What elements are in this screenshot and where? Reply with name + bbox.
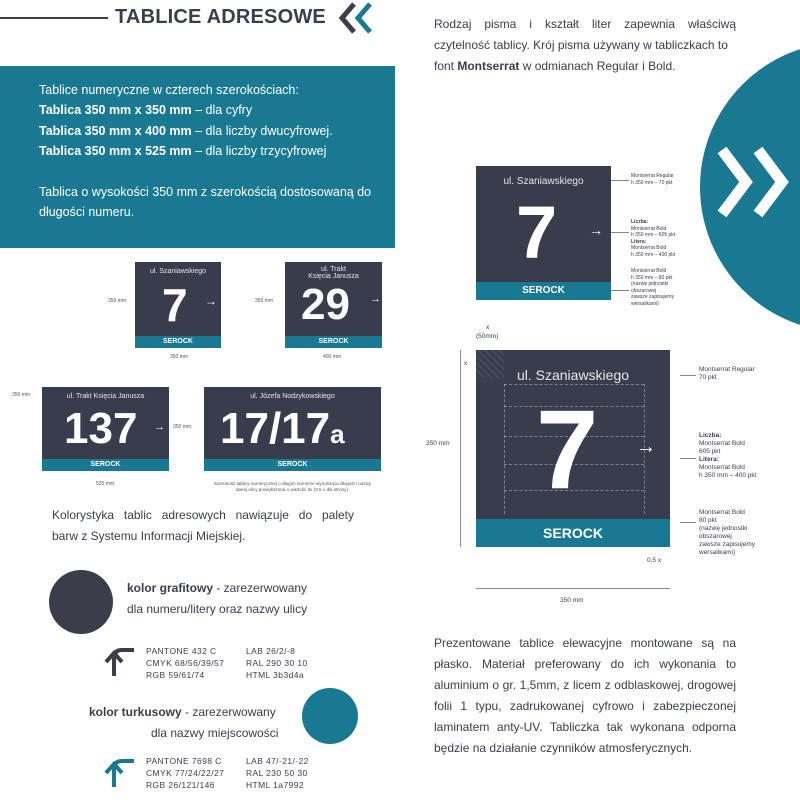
plate-street: ul. Szaniawskiego xyxy=(149,268,207,275)
page-title: TABLICE ADRESOWE xyxy=(115,6,326,28)
dim-line xyxy=(476,588,670,589)
plate-height-label: 350 mm xyxy=(173,424,192,430)
plate-street: ul. Szaniawskiego xyxy=(503,176,584,187)
turn-arrow-icon xyxy=(104,642,138,683)
plate-number: 7 xyxy=(516,191,558,274)
arrow-right-icon: → xyxy=(589,222,603,238)
plate-width-note: Szerokość tablicy numerycznej o długim numerze wynosząca długości nazwy danej ulicy powiększona o wartość 3x (3,5 x dla strony). xyxy=(213,481,372,492)
leader-line xyxy=(611,232,629,233)
annotation: Montserrat Regular 70 pkt xyxy=(699,366,755,381)
turquoise-usage: dla nazwy miejscowości xyxy=(151,726,279,740)
plate-street: ul. Szaniawskiego xyxy=(516,367,630,383)
plate-street: Księcia Janusza xyxy=(308,273,359,280)
dim-x-sub: (50mm) xyxy=(476,333,499,340)
plate-height-label: 350 mm xyxy=(12,392,31,398)
arrow-right-icon: → xyxy=(205,294,217,308)
plate-350x400 xyxy=(285,262,382,348)
turquoise-codes-left: PANTONE 7698 C CMYK 77/24/22/27 RGB 26/121/146 xyxy=(146,756,225,790)
size-line: Tablica 350 mm x 400 mm – dla liczby dwucyfrowej. xyxy=(39,124,333,138)
size-line: Tablica 350 mm x 525 mm – dla liczby trzycyfrowej xyxy=(39,144,327,158)
chevron-double-left-icon xyxy=(336,2,380,39)
plate-width-label: 525 mm xyxy=(96,481,115,487)
header-divider xyxy=(0,17,108,19)
plate-letter: a xyxy=(330,419,345,449)
size-line: Tablica 350 mm x 350 mm – dla cyfry xyxy=(39,103,253,117)
plate-town: SEROCK xyxy=(135,336,221,348)
dim-x-side: x xyxy=(464,360,468,367)
turquoise-title: kolor turkusowy - zarezerwowany xyxy=(89,705,276,719)
leader-line xyxy=(611,290,629,291)
plate-350x525 xyxy=(42,387,169,471)
graphite-title: kolor grafitowy - zarezerwowany xyxy=(127,581,308,595)
plate-example xyxy=(476,166,611,300)
turquoise-swatch xyxy=(302,688,358,744)
plate-town: SEROCK xyxy=(285,336,382,348)
intro-line: Tablica o wysokości 350 mm z szerokością dostosowaną do xyxy=(39,185,372,199)
plate-long-number xyxy=(204,387,381,471)
plate-number: 17/17a xyxy=(220,404,345,453)
leader-line xyxy=(611,180,629,181)
plate-town: SEROCK xyxy=(476,519,670,547)
guide-line xyxy=(504,384,505,514)
intro-line: długości numeru. xyxy=(39,205,135,219)
plate-width-label: 350 mm xyxy=(560,597,584,604)
plate-town: SEROCK xyxy=(42,459,169,471)
annotation: Montserrat Bold h 350 mm – 80 pkt (nazwę jednostki obszarowej zawsze zapisujemy wersalikami) xyxy=(631,268,675,307)
font-paragraph: Rodzaj pisma i kształt liter zapewnia właściwą czytelność tablicy. Krój pisma używany w tabliczkach to font Montserrat w odmianach Regular i Bold. xyxy=(434,17,736,73)
plate-width-label: 400 mm xyxy=(323,354,342,360)
plate-technical xyxy=(476,350,670,547)
intro-line: Tablice numeryczne w czterech szerokościach: xyxy=(39,83,299,97)
dim-half-x: 0.5 x xyxy=(647,557,662,564)
plate-street: ul. Trakt xyxy=(321,266,346,273)
turn-arrow-icon xyxy=(104,753,138,794)
graphite-swatch xyxy=(49,570,113,634)
dim-line xyxy=(460,350,461,547)
plate-number: 29 xyxy=(301,280,350,329)
chevron-double-right-icon xyxy=(716,146,800,223)
annotation: Montserrat Regular h 350 mm – 70 pkt xyxy=(631,173,674,186)
leader-line xyxy=(680,522,696,523)
plate-height-label: 350 mm xyxy=(255,298,274,304)
arrow-right-icon: → xyxy=(154,421,165,433)
plate-street: ul. Trakt Księcia Janusza xyxy=(66,393,145,400)
graphite-codes-right: LAB 26/2/-8 RAL 290 30 10 HTML 3b3d4a xyxy=(246,646,308,680)
arrow-right-icon: → xyxy=(370,293,381,305)
leader-line xyxy=(680,458,696,459)
guide-line xyxy=(504,384,644,385)
plate-number: 7 xyxy=(536,387,599,512)
leader-line xyxy=(680,375,696,376)
plate-width-label: 350 mm xyxy=(170,354,189,360)
plate-height-label: 350 mm xyxy=(108,298,127,304)
arrow-right-icon: → xyxy=(636,436,656,458)
plate-town: SEROCK xyxy=(476,282,611,300)
plate-number: 7 xyxy=(162,279,188,331)
plate-height-label: 350 mm xyxy=(426,440,450,447)
annotation: Liczba: Montserrat Bold 605 pkt Litera: Montserrat Bold h 350 mm – 400 pkt xyxy=(699,432,757,479)
turquoise-codes-right: LAB 47/-21/-22 RAL 230 50 30 HTML 1a7992 xyxy=(246,756,309,790)
intro-panel xyxy=(0,66,395,248)
plate-street: ul. Józefa Nodzykowskiego xyxy=(250,393,335,400)
plate-town: SEROCK xyxy=(204,459,381,471)
plate-350x350 xyxy=(135,262,221,348)
graphite-usage: dla numeru/litery oraz nazwy ulicy xyxy=(127,602,308,616)
annotation: Liczba: Montserrat Bold h 350 mm – 605 pkt Litera: Montserrat Bold h 350 mm – 400 pkt xyxy=(631,219,676,258)
dim-x: x xyxy=(486,324,490,331)
colors-paragraph: Kolorystyka tablic adresowych nawiązuje do palety barw z Systemu Informacji Miejskiej. xyxy=(52,508,354,543)
plate-number: 137 xyxy=(64,404,138,453)
graphite-codes-left: PANTONE 432 C CMYK 68/56/39/57 RGB 59/61/74 xyxy=(146,646,225,680)
material-paragraph: Prezentowane tablice elewacyjne montowane są na płasko. Materiał preferowany do ich wykonania to aluminium o gr. 1,5mm, z licem z odblaskowej, drogowej folii 1 typu, zadrukowanej cyfrowo i zabezpieczonej laminatem anty-UV. Tabliczka tak wykonana odporna będzie na działanie czynników atmosferycznych. xyxy=(434,636,736,755)
annotation: Montserrat Bold 80 pkt (nazwę jednostki obszarowej zawsze zapisujemy wersalikami) xyxy=(699,509,755,556)
